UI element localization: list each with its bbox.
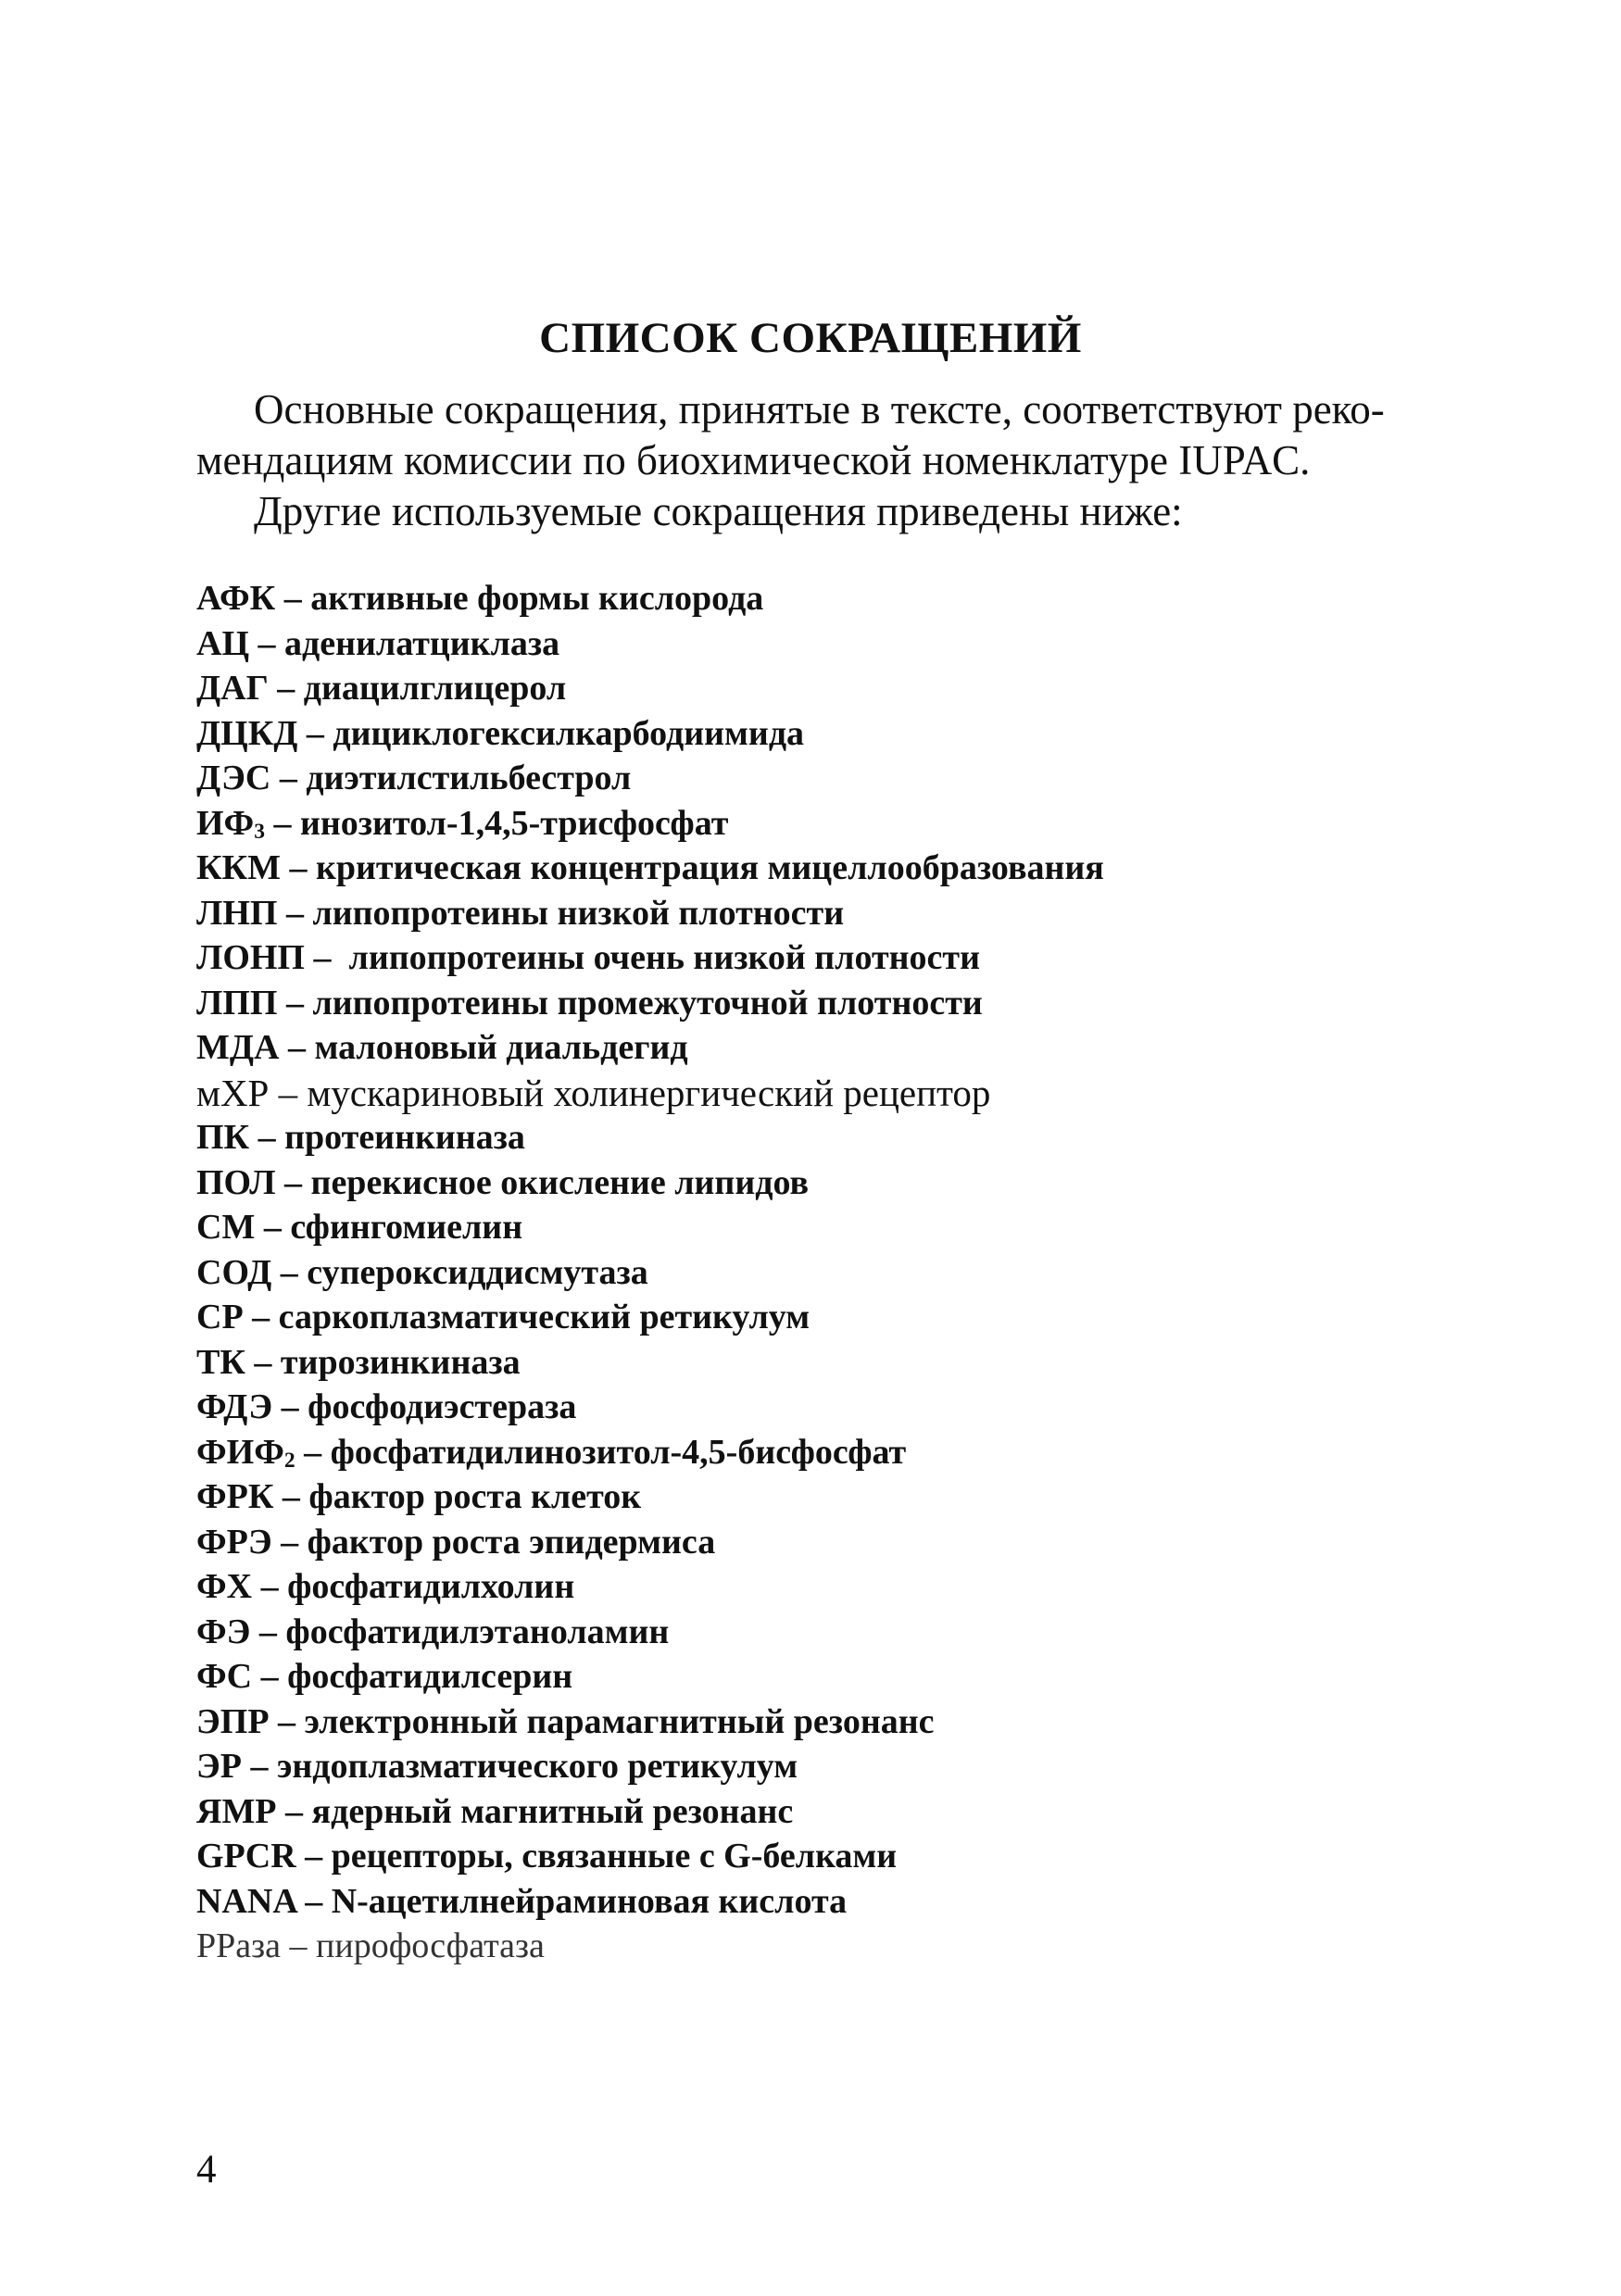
abbreviation-subscript: 3 [254,819,265,844]
abbreviation-definition: малоновый диальдегид [314,1028,688,1067]
abbreviation-definition: фосфатидилсерин [287,1657,573,1696]
abbreviation-term [196,1298,244,1336]
abbreviation-dash: – [289,1926,308,1965]
abbreviation-term [196,1523,272,1562]
abbreviation-definition: фосфатидилэтаноламин [285,1612,670,1651]
abbreviation-term [196,1028,279,1067]
abbreviation-term [196,1253,271,1292]
abbreviation-dash: – [260,1567,279,1606]
abbreviation-term-text: ФДЭ [196,1387,273,1426]
abbreviation-term [196,1433,295,1472]
abbreviation-entry [196,576,1428,621]
abbreviation-dash: – [285,1791,304,1831]
abbreviation-term [196,1477,273,1516]
abbreviation-entry [196,1789,1428,1835]
abbreviation-definition: дициклогексилкарбодиимида [333,713,805,753]
abbreviation-term-text: ФС [196,1657,253,1696]
abbreviation-dash: – [258,1118,276,1157]
abbreviation-dash: – [281,1387,299,1426]
abbreviation-entry [196,1700,1428,1745]
abbreviation-definition: диэтилстильбестрол [306,759,632,797]
abbreviation-dash: – [277,669,295,708]
abbreviation-definition: фосфодиэстераза [308,1387,577,1426]
abbreviation-subscript: 2 [283,1448,295,1473]
abbreviation-term [196,1702,270,1741]
abbreviation-term [196,1837,296,1876]
abbreviation-entry [196,1025,1428,1071]
abbreviation-entry [196,801,1428,847]
intro-paragraph: Другие используемые сокращения приведены ниже: [254,488,1183,534]
page-number: 4 [196,2148,217,2191]
abbreviation-definition: активные формы кислорода [310,579,764,618]
abbreviation-dash: – [273,803,292,843]
abbreviation-term-text: ДЭС [196,759,271,797]
abbreviation-definition: супероксиддисмутаза [307,1252,648,1292]
abbreviation-dash: – [278,1701,296,1741]
abbreviation-definition: протеинкиназа [284,1118,525,1157]
intro-text [196,384,1428,537]
abbreviation-dash: – [289,848,308,887]
abbreviation-term [196,1567,252,1606]
abbreviation-definition: N-ацетилнейраминовая кислота [331,1881,848,1921]
abbreviation-term-text: ЭПР [196,1701,270,1741]
abbreviation-term [196,984,277,1023]
abbreviation-definition: липопротеины промежуточной плотности [312,983,983,1023]
abbreviation-list [196,576,1428,1969]
abbreviation-entry [196,891,1428,936]
abbreviation-entry [196,1610,1428,1655]
abbreviation-definition: пирофосфатаза [316,1926,545,1965]
abbreviation-term-text: ДЦКД [196,713,298,753]
abbreviation-entry [196,1205,1428,1250]
abbreviation-dash: – [313,938,332,977]
abbreviation-definition: ядерный магнитный резонанс [311,1791,794,1831]
abbreviation-dash: – [279,759,297,797]
abbreviation-term-text: NANA [196,1881,296,1921]
abbreviation-dash: – [285,983,304,1023]
abbreviation-entry [196,1250,1428,1296]
abbreviation-entry [196,1744,1428,1789]
abbreviation-term-text: ЯМР [196,1791,277,1831]
abbreviation-term-text: ФИФ [196,1432,284,1472]
abbreviation-dash: – [306,713,324,753]
abbreviation-entry [196,1654,1428,1700]
abbreviation-term [196,579,275,618]
abbreviation-term [196,938,305,977]
abbreviation-term [196,1118,249,1157]
abbreviation-dash: – [304,1432,322,1472]
abbreviation-term [196,894,277,933]
abbreviation-dash: – [283,579,302,618]
abbreviation-entry [196,1161,1428,1206]
abbreviation-entry [196,1385,1428,1430]
abbreviation-dash: – [280,1252,298,1292]
abbreviation-term-text: СОД [196,1252,272,1292]
abbreviation-entry [196,935,1428,981]
abbreviation-term-text: ФРК [196,1477,274,1516]
abbreviation-term-text: мХР [196,1071,270,1114]
abbreviation-entry [196,711,1428,757]
abbreviation-entry [196,1474,1428,1520]
abbreviation-term [196,848,281,887]
abbreviation-entry [196,846,1428,891]
abbreviation-term [196,624,249,663]
abbreviation-term [196,1612,250,1651]
abbreviation-term-text: ЭР [196,1747,242,1786]
abbreviation-term-text: ККМ [196,848,281,887]
abbreviation-term-text: ПОЛ [196,1162,276,1202]
abbreviation-definition: диацилглицерол [303,669,567,708]
abbreviation-term-text: СМ [196,1208,256,1247]
abbreviation-entry [196,981,1428,1026]
abbreviation-term-text: ЛНП [196,893,278,933]
abbreviation-definition: липопротеины низкой плотности [312,893,845,933]
abbreviation-term-text: ДАГ [196,669,269,708]
abbreviation-term-text: GPCR [196,1837,296,1876]
abbreviation-term [196,1882,296,1921]
abbreviation-term-text: ТК [196,1342,245,1382]
abbreviation-dash: – [281,1522,299,1562]
abbreviation-definition: критическая концентрация мицеллообразования [315,848,1104,887]
abbreviation-dash: – [258,623,276,663]
abbreviation-term [196,1072,269,1114]
abbreviation-term [196,1792,277,1831]
page-title: СПИСОК СОКРАЩЕНИЙ [539,314,1082,362]
abbreviation-term-text: МДА [196,1028,280,1067]
abbreviation-definition: мускариновый холинергический рецептор [307,1071,991,1114]
abbreviation-dash: – [285,893,304,933]
abbreviation-term [196,1747,242,1786]
abbreviation-dash: – [278,1071,298,1114]
intro-paragraph: Основные сокращения, принятые в тексте, соответствуют реко-мендациям комиссии по биохимической номенклатуре IUPAC. [196,386,1385,483]
abbreviation-term [196,714,297,753]
abbreviation-entry [196,1115,1428,1161]
abbreviation-entry [196,1340,1428,1386]
abbreviation-term-text: СР [196,1298,244,1336]
abbreviation-dash: – [260,1657,279,1696]
abbreviation-definition: фосфатидилинозитол-4,5-бисфосфат [330,1432,907,1472]
abbreviation-term-text: АФК [196,579,276,618]
abbreviation-term [196,1657,252,1696]
abbreviation-definition: фактор роста эпидермиса [307,1522,716,1562]
abbreviation-term-text: ФЭ [196,1612,251,1651]
abbreviation-entry [196,1924,1428,1969]
abbreviation-dash: – [250,1747,269,1786]
abbreviation-definition: электронный парамагнитный резонанс [304,1701,935,1741]
abbreviation-term [196,1163,276,1202]
abbreviation-dash: – [263,1208,282,1247]
abbreviation-definition: эндоплазматического ретикулум [276,1747,798,1786]
abbreviation-entry [196,1430,1428,1475]
abbreviation-term [196,669,269,708]
abbreviation-term-text: ПК [196,1118,250,1157]
abbreviation-entry [196,621,1428,667]
abbreviation-term [196,1387,272,1426]
abbreviation-entry [196,666,1428,711]
abbreviation-term-text: АЦ [196,623,249,663]
abbreviation-dash: – [282,1477,300,1516]
abbreviation-dash: – [252,1298,270,1336]
abbreviation-entry [196,756,1428,801]
abbreviation-entry [196,1564,1428,1610]
abbreviation-entry [196,1520,1428,1565]
abbreviation-entry [196,1071,1428,1116]
abbreviation-term-text: ФХ [196,1567,253,1606]
abbreviation-entry [196,1879,1428,1925]
abbreviation-dash: – [287,1028,306,1067]
abbreviation-dash: – [258,1612,277,1651]
abbreviation-term [196,1208,255,1247]
abbreviation-definition: фосфатидилхолин [287,1567,575,1606]
abbreviation-definition: фактор роста клеток [308,1477,642,1516]
abbreviation-definition: перекисное окисление липидов [310,1162,810,1202]
abbreviation-term-text: PPаза [196,1926,282,1965]
abbreviation-definition: инозитол-1,4,5-трисфосфат [299,803,729,843]
abbreviation-term-text: ФРЭ [196,1522,272,1562]
abbreviation-definition: тирозинкиназа [280,1342,521,1382]
abbreviation-term [196,1926,281,1965]
abbreviation-definition: рецепторы, связанные с G-белками [331,1837,898,1876]
abbreviation-term [196,804,265,843]
abbreviation-dash: – [305,1881,323,1921]
abbreviation-term-text: ИФ [196,803,255,843]
abbreviation-dash: – [305,1837,323,1876]
abbreviation-term-text: ЛПП [196,983,278,1023]
abbreviation-entry [196,1295,1428,1340]
abbreviation-definition: аденилатциклаза [284,623,560,663]
abbreviation-entry [196,1834,1428,1879]
abbreviation-term-text: ЛОНП [196,938,305,977]
abbreviation-definition: саркоплазматический ретикулум [278,1298,810,1336]
abbreviation-dash: – [254,1342,272,1382]
abbreviation-definition: липопротеины очень низкой плотности [340,938,980,977]
abbreviation-term [196,759,270,797]
abbreviation-dash: – [284,1162,303,1202]
abbreviation-definition: сфингомиелин [290,1208,523,1247]
abbreviation-term [196,1343,245,1382]
